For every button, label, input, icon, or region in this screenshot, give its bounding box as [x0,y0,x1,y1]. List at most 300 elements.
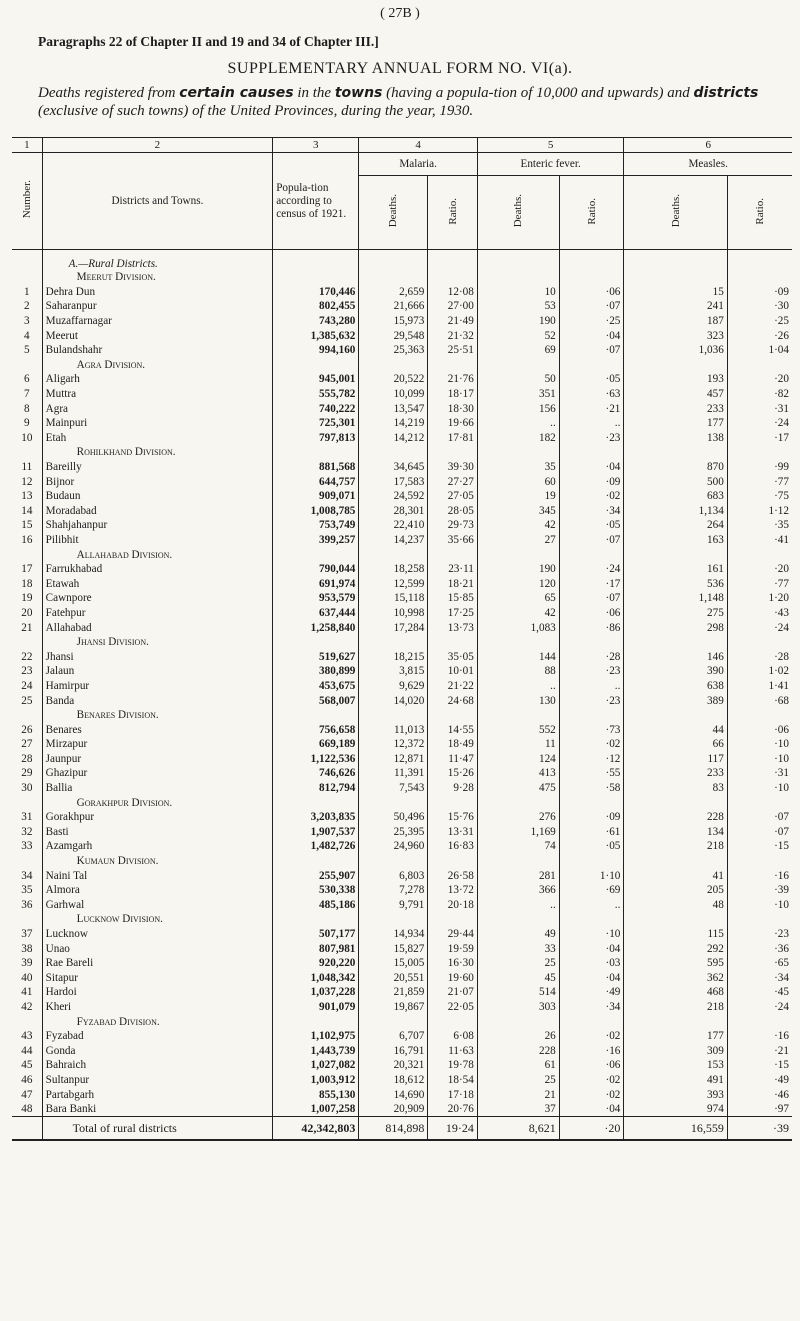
population: 756,658 [273,722,359,737]
malaria-ratio: 39·30 [428,460,478,475]
enteric-ratio: .. [559,898,624,913]
malaria-deaths: 3,815 [399,665,425,678]
enteric-deaths: 60 [477,474,559,489]
malaria-deaths: 34,645 [393,461,425,474]
measles-ratio: ·39 [727,883,792,898]
malaria-ratio: 20·76 [428,1102,478,1117]
malaria-deaths: 6,707 [399,1030,425,1043]
population: 1,007,258 [273,1102,359,1117]
table-row [12,460,792,475]
row-number: 18 [21,577,33,590]
table-row [12,299,792,314]
row-number: 43 [21,1030,33,1043]
district-name: Naini Tal [42,868,273,883]
measles-ratio: ·35 [727,518,792,533]
row-number: 6 [24,373,30,386]
malaria-ratio: 26·58 [428,868,478,883]
measles-deaths: 187 [624,314,727,329]
population: 519,627 [273,649,359,664]
malaria-deaths: 7,278 [399,884,425,897]
measles-deaths: 362 [624,971,727,986]
row-number: 21 [21,621,33,634]
malaria-ratio: 21·32 [428,328,478,343]
number-header: Number. [20,180,33,219]
measles-deaths: 468 [624,985,727,1000]
row-number: 39 [21,957,33,970]
measles-ratio: ·31 [727,766,792,781]
population: 1,048,342 [273,971,359,986]
measles-deaths: 205 [624,883,727,898]
measles-deaths: 48 [624,898,727,913]
measles-ratio: 1·02 [727,664,792,679]
malaria-ratio: 24·68 [428,693,478,708]
enteric-ratio: ·86 [559,620,624,635]
table-row [12,766,792,781]
malaria-ratio: 21·22 [428,679,478,694]
enteric-deaths: 69 [477,343,559,358]
measles-ratio: ·20 [727,372,792,387]
table-row [12,1058,792,1073]
population: 644,757 [273,474,359,489]
table-row [12,314,792,329]
measles-deaths: 309 [624,1043,727,1058]
page-number: ( 27B ) [380,6,420,21]
malaria-ratio: 19·59 [428,941,478,956]
row-number: 5 [24,344,30,357]
division-heading-row [12,795,792,810]
malaria-deaths: 9,629 [399,679,425,692]
row-number: 30 [21,782,33,795]
measles-ratio: ·06 [727,722,792,737]
measles-deaths: 292 [624,941,727,956]
malaria-deaths: 2,659 [399,285,425,298]
measles-deaths: 500 [624,474,727,489]
row-number: 4 [24,329,30,342]
table-row [12,898,792,913]
table-row [12,591,792,606]
row-number: 42 [21,1000,33,1013]
enteric-ratio: ·05 [559,839,624,854]
malaria-deaths: 20,321 [393,1059,425,1072]
table-row [12,985,792,1000]
row-number: 2 [24,300,30,313]
district-name: Fatehpur [42,606,273,621]
table-row [12,620,792,635]
malaria-ratio: 16·83 [428,839,478,854]
table-row [12,606,792,621]
table-row [12,416,792,431]
table-row [12,474,792,489]
measles-deaths: 491 [624,1073,727,1088]
population: 945,001 [273,372,359,387]
district-name: Farrukhabad [42,562,273,577]
enteric-deaths: 228 [477,1043,559,1058]
measles-deaths: 241 [624,299,727,314]
malaria-deaths: 9,791 [399,898,425,911]
division-heading-row [12,708,792,723]
population: 1,027,082 [273,1058,359,1073]
table-body [12,250,792,1117]
malaria-ratio: 18·21 [428,576,478,591]
malaria-deaths: 6,803 [399,869,425,882]
district-name: Dehra Dun [42,285,273,300]
malaria-ratio: 13·73 [428,620,478,635]
enteric-deaths: 413 [477,766,559,781]
enteric-deaths: .. [477,416,559,431]
enteric-deaths: 182 [477,431,559,446]
row-number: 12 [21,475,33,488]
malaria-deaths: 11,391 [393,767,425,780]
population: 1,385,632 [273,328,359,343]
malaria-deaths: 29,548 [393,329,425,342]
enteric-ratio: ·07 [559,533,624,548]
measles-deaths: 41 [624,868,727,883]
district-name: Hamirpur [42,679,273,694]
district-name: Rae Bareli [42,956,273,971]
enteric-ratio: ·09 [559,810,624,825]
table-row [12,285,792,300]
row-number: 17 [21,563,33,576]
total-measles-ratio: ·39 [727,1117,792,1141]
malaria-ratio: 15·76 [428,810,478,825]
table-row [12,1029,792,1044]
row-number: 48 [21,1103,33,1116]
district-name: Sultanpur [42,1073,273,1088]
form-title: SUPPLEMENTARY ANNUAL FORM NO. VI(a). [227,60,573,77]
malaria-deaths: 28,301 [393,504,425,517]
population: 807,981 [273,941,359,956]
enteric-deaths: 42 [477,606,559,621]
measles-ratio: 1·04 [727,343,792,358]
measles-ratio: ·97 [727,1102,792,1117]
enteric-ratio: ·16 [559,1043,624,1058]
malaria-ratio: 16·30 [428,956,478,971]
enteric-ratio: ·58 [559,781,624,796]
enteric-ratio: ·23 [559,664,624,679]
malaria-deaths: 20,522 [393,373,425,386]
division-heading-row [12,1014,792,1029]
district-name: Ballia [42,781,273,796]
malaria-deaths: 15,118 [393,592,425,605]
population: 790,044 [273,562,359,577]
enteric-ratio: ·07 [559,591,624,606]
district-name: Shahjahanpur [42,518,273,533]
malaria-deaths: 18,258 [393,563,425,576]
district-name: Muttra [42,387,273,402]
row-number: 38 [21,942,33,955]
division-name: Allahabad Division. [42,547,273,562]
enteric-deaths: 351 [477,387,559,402]
enteric-deaths: 42 [477,518,559,533]
enteric-deaths: 49 [477,927,559,942]
district-name: Banda [42,693,273,708]
measles-deaths: 218 [624,839,727,854]
district-name: Jalaun [42,664,273,679]
malaria-deaths: 12,871 [393,752,425,765]
row-number: 41 [21,986,33,999]
malaria-ratio: 35·66 [428,533,478,548]
enteric-ratio: ·25 [559,314,624,329]
enteric-deaths: 26 [477,1029,559,1044]
enteric-ratio: .. [559,679,624,694]
district-name: Cawnpore [42,591,273,606]
malaria-deaths: 12,599 [393,577,425,590]
row-number: 13 [21,490,33,503]
enteric-deaths: 21 [477,1087,559,1102]
population: 530,338 [273,883,359,898]
district-name: Ghazipur [42,766,273,781]
measles-ratio: ·99 [727,460,792,475]
table-row [12,839,792,854]
division-name: Rohilkhand Division. [42,445,273,460]
section-heading-row: A.—Rural Districts. [12,250,792,271]
district-name: Etah [42,431,273,446]
enteric-deaths: 37 [477,1102,559,1117]
enteric-ratio: ·34 [559,1000,624,1015]
enteric-deaths: 10 [477,285,559,300]
table-row [12,1043,792,1058]
malaria-deaths: 17,583 [393,475,425,488]
measles-ratio: ·17 [727,431,792,446]
table-row [12,883,792,898]
population: 855,130 [273,1087,359,1102]
table-row [12,518,792,533]
enteric-ratio: ·49 [559,985,624,1000]
enteric-ratio: ·17 [559,576,624,591]
malaria-ratio: 27·05 [428,489,478,504]
malaria-deaths: 15,005 [393,957,425,970]
population: 1,102,975 [273,1029,359,1044]
malaria-ratio: 14·55 [428,722,478,737]
measles-deaths: 1,134 [624,504,727,519]
districts-header: Districts and Towns. [42,153,273,250]
enteric-deaths: 190 [477,562,559,577]
malaria-deaths: 18,612 [393,1073,425,1086]
measles-ratio: ·10 [727,737,792,752]
measles-ratio: ·45 [727,985,792,1000]
malaria-ratio: 21·49 [428,314,478,329]
malaria-deaths: 25,363 [393,344,425,357]
measles-deaths: 138 [624,431,727,446]
population: 1,907,537 [273,825,359,840]
measles-ratio: ·41 [727,533,792,548]
malaria-deaths: 10,998 [393,606,425,619]
enteric-ratio: ·09 [559,474,624,489]
table-row [12,1102,792,1117]
table-row [12,1000,792,1015]
enteric-ratio: ·06 [559,285,624,300]
row-number: 32 [21,825,33,838]
table-row [12,1073,792,1088]
enteric-ratio: ·23 [559,693,624,708]
measles-ratio: ·09 [727,285,792,300]
malaria-deaths: 50,496 [393,811,425,824]
enteric-ratio: ·07 [559,343,624,358]
measles-ratio: ·28 [727,649,792,664]
division-name: Benares Division. [42,708,273,723]
measles-deaths: 66 [624,737,727,752]
measles-ratio: ·16 [727,1029,792,1044]
malaria-deaths: 10,099 [393,388,425,401]
measles-deaths: 177 [624,1029,727,1044]
measles-deaths: 161 [624,562,727,577]
measles-ratio: ·68 [727,693,792,708]
enteric-deaths: 50 [477,372,559,387]
enteric-deaths: 35 [477,460,559,475]
row-number: 10 [21,431,33,444]
malaria-ratio: 18·49 [428,737,478,752]
row-number: 16 [21,533,33,546]
enteric-deaths: 25 [477,1073,559,1088]
measles-ratio: ·24 [727,620,792,635]
malaria-ratio: 17·81 [428,431,478,446]
row-number: 7 [24,388,30,401]
enteric-ratio: ·06 [559,606,624,621]
measles-deaths: 275 [624,606,727,621]
district-name: Meerut [42,328,273,343]
enteric-ratio: ·28 [559,649,624,664]
enteric-ratio: ·61 [559,825,624,840]
malaria-ratio: 29·73 [428,518,478,533]
enteric-deaths: 190 [477,314,559,329]
table-row [12,387,792,402]
table-row [12,504,792,519]
population: 797,813 [273,431,359,446]
enteric-deaths: 27 [477,533,559,548]
measles-deaths: 974 [624,1102,727,1117]
district-name: Allahabad [42,620,273,635]
measles-deaths: 870 [624,460,727,475]
table-row [12,343,792,358]
district-name: Budaun [42,489,273,504]
malaria-ratio: 27·00 [428,299,478,314]
division-name: Kumaun Division. [42,854,273,869]
enteric-deaths: 65 [477,591,559,606]
population: 485,186 [273,898,359,913]
district-name: Hardoi [42,985,273,1000]
enteric-deaths: 281 [477,868,559,883]
malaria-deaths: 24,960 [393,840,425,853]
population: 1,003,912 [273,1073,359,1088]
row-number: 29 [21,767,33,780]
population: 994,160 [273,343,359,358]
measles-ratio: ·21 [727,1043,792,1058]
district-name: Etawah [42,576,273,591]
row-number: 9 [24,417,30,430]
enteric-ratio: ·07 [559,299,624,314]
malaria-deaths: 21,666 [393,300,425,313]
district-name: Partabgarh [42,1087,273,1102]
division-heading-row [12,358,792,373]
enteric-ratio: ·04 [559,971,624,986]
header-sub-row: Deaths. Ratio. Deaths. Ratio. Deaths. Ratio. [12,176,792,250]
malaria-ratio: 21·07 [428,985,478,1000]
district-name: Bijnor [42,474,273,489]
row-number: 34 [21,869,33,882]
enteric-deaths: 124 [477,752,559,767]
table-row [12,693,792,708]
table-row [12,737,792,752]
district-name: Benares [42,722,273,737]
row-number: 27 [21,738,33,751]
total-row [12,1117,792,1141]
row-number: 14 [21,504,33,517]
row-number: 33 [21,840,33,853]
population: 453,675 [273,679,359,694]
measles-ratio: ·43 [727,606,792,621]
division-name: Jhansi Division. [42,635,273,650]
measles-ratio: ·23 [727,927,792,942]
population: 637,444 [273,606,359,621]
district-name: Mirzapur [42,737,273,752]
population: 1,482,726 [273,839,359,854]
enteric-header: Enteric fever. [477,153,624,176]
enteric-ratio: ·34 [559,504,624,519]
malaria-ratio: 18·54 [428,1073,478,1088]
malaria-deaths: 7,543 [399,782,425,795]
malaria-ratio: 17·25 [428,606,478,621]
division-heading-row [12,854,792,869]
table-row [12,562,792,577]
malaria-deaths: 14,690 [393,1088,425,1101]
row-number: 40 [21,971,33,984]
table-row [12,971,792,986]
population: 725,301 [273,416,359,431]
enteric-deaths: 366 [477,883,559,898]
row-number: 25 [21,694,33,707]
measles-ratio: ·34 [727,971,792,986]
measles-ratio: ·24 [727,1000,792,1015]
population: 507,177 [273,927,359,942]
measles-ratio: 1·41 [727,679,792,694]
malaria-deaths: 13,547 [393,402,425,415]
table-row [12,679,792,694]
table-caption: Deaths registered from certain causes in the towns (having a popula-tion of 10,000 and upwards) and districts (exclusive of such towns) of the United Provinces, during the year, 1930. [38,85,759,119]
enteric-ratio: ·21 [559,401,624,416]
enteric-ratio: ·55 [559,766,624,781]
measles-deaths: 393 [624,1087,727,1102]
measles-ratio: ·77 [727,576,792,591]
enteric-deaths: 1,169 [477,825,559,840]
malaria-ratio: 15·85 [428,591,478,606]
table-row [12,781,792,796]
measles-deaths: 218 [624,1000,727,1015]
malaria-ratio: 23·11 [428,562,478,577]
row-number: 31 [21,811,33,824]
malaria-ratio: 27·27 [428,474,478,489]
measles-deaths: 233 [624,766,727,781]
table-row [12,431,792,446]
division-name: Meerut Division. [42,270,273,285]
district-name: Kheri [42,1000,273,1015]
population: 753,749 [273,518,359,533]
population: 170,446 [273,285,359,300]
measles-deaths: 595 [624,956,727,971]
malaria-deaths: 24,592 [393,490,425,503]
population: 746,626 [273,766,359,781]
measles-ratio: ·15 [727,839,792,854]
district-name: Bareilly [42,460,273,475]
enteric-deaths: 552 [477,722,559,737]
population: 255,907 [273,868,359,883]
total-population: 42,342,803 [273,1117,359,1141]
measles-deaths: 15 [624,285,727,300]
malaria-deaths: 14,219 [393,417,425,430]
mortality-table [12,137,792,1141]
enteric-ratio: ·05 [559,518,624,533]
malaria-ratio: 21·76 [428,372,478,387]
malaria-ratio: 25·51 [428,343,478,358]
